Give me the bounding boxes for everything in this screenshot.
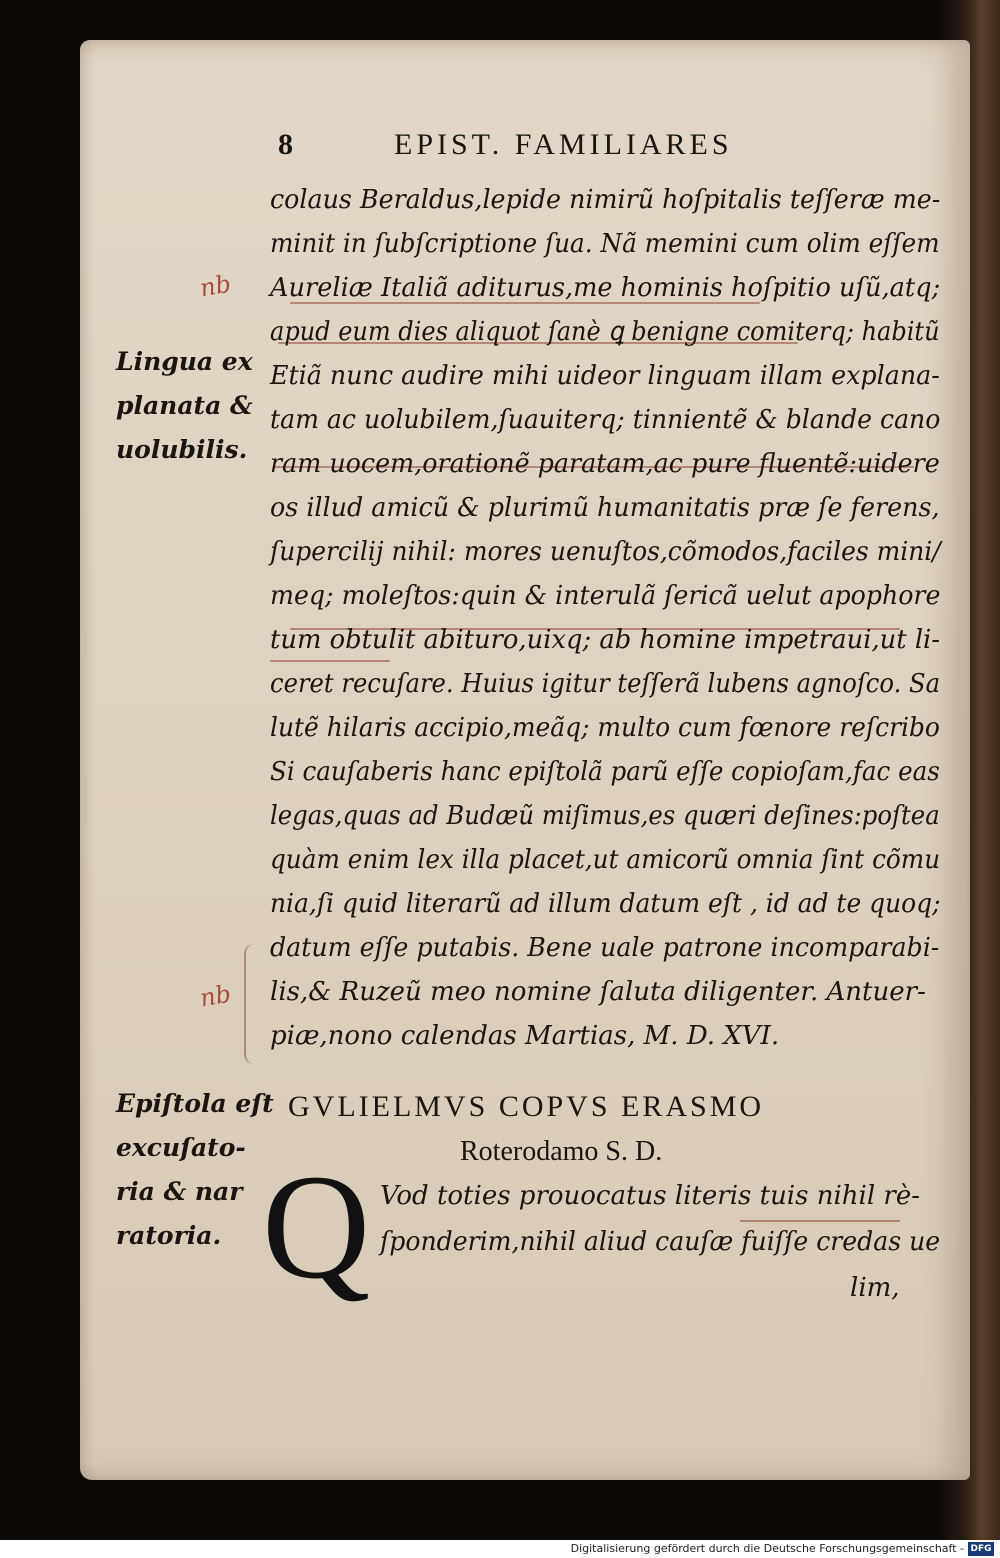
- text-line: lim,: [850, 1273, 900, 1303]
- margin-note-line: Lingua ex: [116, 347, 253, 376]
- margin-note-line: ratoria.: [116, 1221, 222, 1250]
- page-header: [278, 128, 838, 172]
- margin-note-line: ria & nar: [116, 1177, 243, 1206]
- manuscript-mark: nb: [197, 979, 234, 1013]
- text-line: ram uocem,orationẽ paratam,ac pure fluentẽ:uidere: [270, 449, 940, 479]
- text-line: ſupercilij nihil: mores uenuſtos,cõmodos,faciles mini/: [270, 537, 941, 567]
- running-head: EPIST. FAMILIARES: [394, 128, 733, 161]
- text-line: legas,quas ad Budæũ miſimus,es quæri deſines:poſtea: [270, 801, 940, 831]
- text-line: datum eſſe putabis. Bene uale patrone incomparabi-: [270, 933, 940, 963]
- text-line: minit in ſubſcriptione ſua. Nã memini cum olim eſſem: [270, 229, 940, 259]
- manuscript-mark: nb: [197, 269, 234, 303]
- text-line: Aureliæ Italiã aditurus,me hominis hoſpitio uſũ,atq;: [270, 273, 941, 303]
- margin-note-lingua: [116, 340, 253, 472]
- ink-underline: [270, 660, 390, 662]
- text-line: ſponderim,nihil aliud cauſæ fuiſſe credas ue: [380, 1227, 941, 1257]
- funding-credit: Digitalisierung gefördert durch die Deutsche Forschungsgemeinschaft -: [570, 1542, 964, 1555]
- margin-note-line: planata &: [116, 391, 253, 420]
- text-line: tam ac uolubilem,ſuauiterq; tinnientẽ & blande cano: [270, 405, 941, 435]
- text-line: nia,ſi quid literarũ ad illum datum eſt , id ad te quoq;: [270, 889, 941, 919]
- margin-bracket: [244, 944, 258, 1064]
- margin-note-line: Epiſtola eſt: [116, 1089, 274, 1118]
- text-line: meq; moleſtos:quin & interulã ſericã uelut apophore: [270, 581, 941, 611]
- text-line: colaus Beraldus,lepide nimirũ hoſpitalis teſſeræ me-: [270, 185, 941, 215]
- text-line: Si cauſaberis hanc epiſtolã parũ eſſe copioſam,fac eas: [270, 757, 940, 787]
- text-line: piæ,nono calendas Martias, M. D. XVI.: [270, 1021, 780, 1051]
- letter-heading-subtitle: Roterodamo S. D.: [460, 1136, 663, 1167]
- margin-note-line: uolubilis.: [116, 435, 248, 464]
- text-line: Etiã nunc audire mihi uideor linguam illam explana-: [270, 361, 940, 391]
- text-line: tum obtulit abituro,uixq; ab homine impetraui,ut li-: [270, 625, 941, 655]
- page-number: 8: [278, 128, 293, 161]
- text-line: lutẽ hilaris accipio,meãq; multo cum fœnore reſcribo: [270, 713, 940, 743]
- text-line: ceret recuſare. Huius igitur teſſerã lubens agnoſco. Sa: [270, 669, 941, 699]
- text-line: quàm enim lex illa placet,ut amicorũ omnia ſint cõmu: [270, 845, 941, 875]
- margin-note-line: excuſato-: [116, 1133, 246, 1162]
- text-line: os illud amicũ & plurimũ humanitatis præ ſe ferens,: [270, 493, 940, 523]
- margin-note-epistola: [116, 1082, 274, 1258]
- drop-cap: Q: [262, 1144, 371, 1310]
- letter-heading: GVLIELMVS COPVS ERASMO: [288, 1090, 765, 1123]
- text-line: lis,& Ruzeũ meo nomine ſaluta diligenter. Antuer-: [270, 977, 926, 1007]
- text-line: Vod toties prouocatus literis tuis nihil rè-: [380, 1181, 921, 1211]
- dfg-logo: DFG: [968, 1542, 994, 1556]
- digitization-footer: [0, 1540, 1000, 1558]
- text-line: apud eum dies aliquot ſanè ꝗ benigne comiterq; habitũ: [270, 317, 940, 347]
